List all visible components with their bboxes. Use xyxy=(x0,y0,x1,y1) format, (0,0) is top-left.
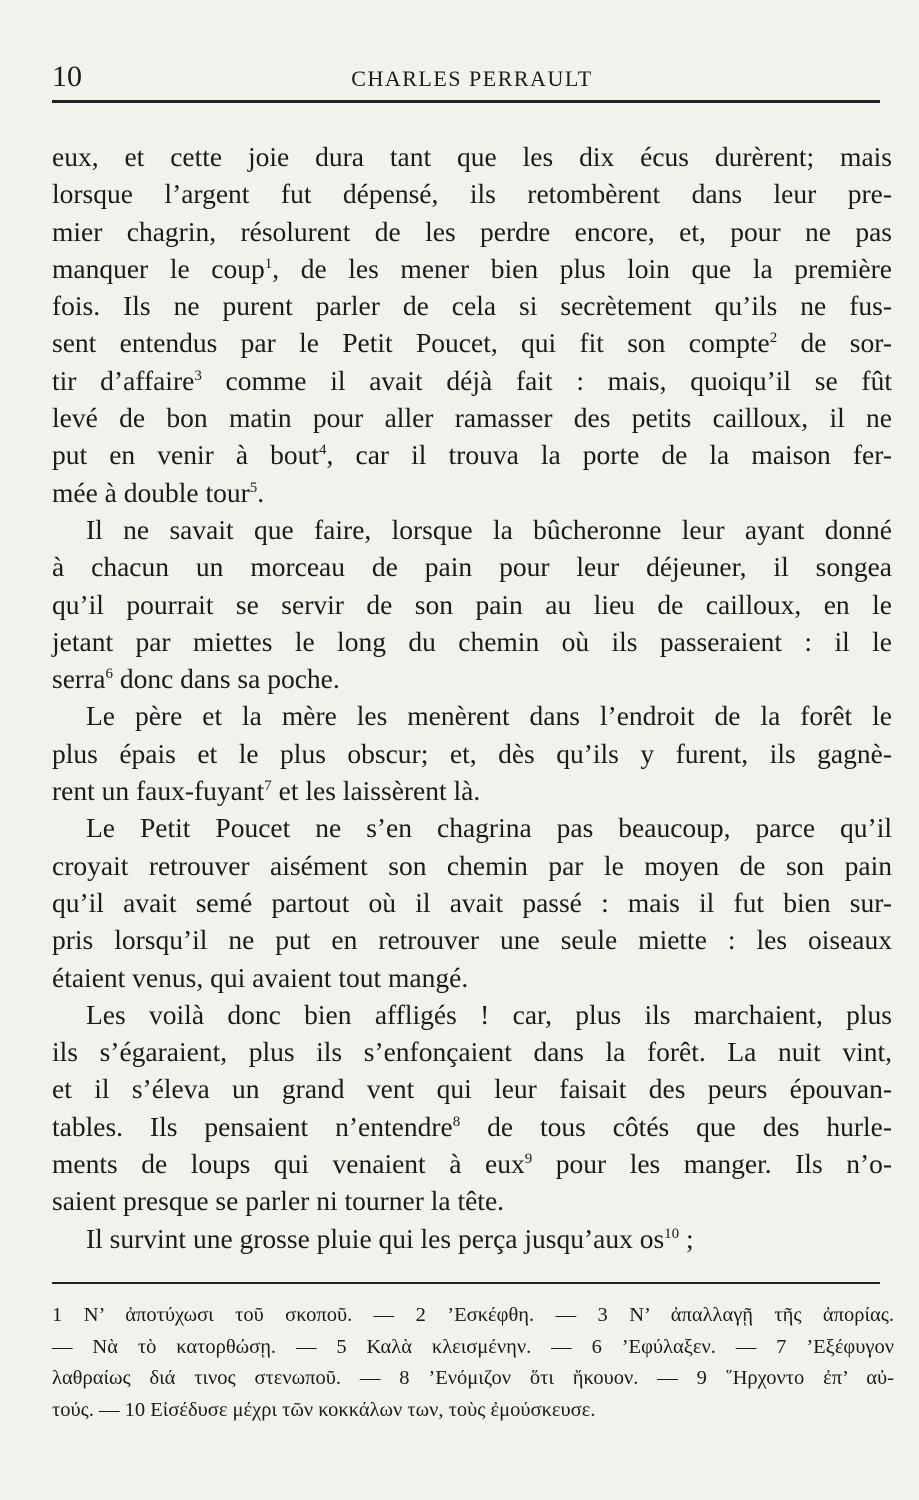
footnote-line: — Νὰ τὸ κατορθώσῃ. — 5 Καλὰ κλεισμένην. — 6 ’Εφύλαξεν. — 7 ’Εξέφυγον xyxy=(52,1335,894,1358)
text-line: levé de bon matin pour aller ramasser des petits cailloux, il ne xyxy=(52,402,892,434)
text-line: qu’il pourrait se servir de son pain au lieu de cailloux, en le xyxy=(52,588,892,620)
note-ref: 2 xyxy=(769,330,778,347)
text-line: ments de loups qui venaient à eux$^9$ pour les manger. Ils n’o- xyxy=(52,1148,893,1180)
text-line: Le Petit Poucet ne s’en chagrina pas beaucoup, parce qu’il xyxy=(86,812,892,844)
body-text xyxy=(52,138,892,1257)
footnote-line: λαθραίως διά τινος στενωποῦ. — 8 ’Ενόμιζον ὅτι ἤκουον. — 9 ῞Ηρχοντο ἐπ’ αὐ- xyxy=(52,1367,894,1389)
note-ref: 8 xyxy=(452,1113,461,1130)
header-rule xyxy=(52,100,880,103)
text-line: put en venir à bout$^4$, car il trouva la porte de la maison fer- xyxy=(52,439,893,471)
note-ref: 5 xyxy=(249,479,258,496)
text-line: plus épais et le plus obscur; et, dès qu’ils y furent, ils gagnè- xyxy=(52,737,892,769)
text-line: ils s’égaraient, plus ils s’enfonçaient dans la forêt. La nuit vint, xyxy=(52,1036,892,1068)
text-line: mée à double tour$^5$. xyxy=(52,476,265,508)
text-line: jetant par miettes le long du chemin où ils passeraient : il le xyxy=(52,625,892,657)
footnote-line: τούς. — 10 Εἰσέδυσε μέχρι τῶν κοκκάλων των, τοὺς ἐμούσκευσε. xyxy=(52,1398,596,1421)
text-line: saient presque se parler ni tourner la tête. xyxy=(52,1185,505,1217)
text-line: serra$^6$ donc dans sa poche. xyxy=(52,663,340,695)
footnote-rule xyxy=(52,1282,880,1284)
note-ref: 9 xyxy=(524,1151,533,1168)
note-ref: 6 xyxy=(105,666,113,683)
text-line: manquer le coup$^1$, de les mener bien plus loin que la première xyxy=(52,252,893,284)
text-line: étaient venus, qui avaient tout mangé. xyxy=(52,961,469,993)
text-line: pris lorsqu’il ne put en retrouver une seule miette : les oiseaux xyxy=(52,924,892,956)
text-line: croyait retrouver aisément son chemin par le moyen de son pain xyxy=(52,849,892,881)
text-line: à chacun un morceau de pain pour leur déjeuner, il songea xyxy=(52,551,892,583)
text-line: mier chagrin, résolurent de les perdre encore, et, pour ne pas xyxy=(52,215,892,247)
note-ref: 10 xyxy=(664,1225,680,1242)
text-line: Il survint une grosse pluie qui les perça jusqu’aux $os^{10}$ ; xyxy=(86,1222,694,1254)
text-line: tables. Ils pensaient n’entendre$^8$ de tous côtés que des hurle- xyxy=(52,1110,892,1142)
page-header xyxy=(52,58,880,96)
text-line: Le père et la mère les menèrent dans l’endroit de la forêt le xyxy=(86,700,892,732)
text-line: tir d’affaire$^3$ comme il avait déjà fait : mais, quoiqu’il se fût xyxy=(52,364,892,396)
text-line: rent un faux-fuyant$^7$ et les laissèrent là. xyxy=(52,775,481,807)
text-line: Il ne savait que faire, lorsque la bûcheronne leur ayant donné xyxy=(86,513,892,545)
note-ref: 4 xyxy=(319,442,327,459)
text-line: sent entendus par le Petit Poucet, qui fit son compte$^2$ de sor- xyxy=(52,327,892,359)
note-ref: 3 xyxy=(194,367,202,384)
footnote-line: 1 N’ ἀποτύχωσι τοῦ σκοποῦ. — 2 ’Εσκέφθη. — 3 N’ ἀπαλλαγῇ τῆς ἀπορίας. xyxy=(52,1304,894,1326)
text-line: Les voilà donc bien affligés ! car, plus ils marchaient, plus xyxy=(86,998,892,1030)
text-line: eux, et cette joie dura tant que les dix écus durèrent; mais xyxy=(52,141,892,172)
note-ref: 7 xyxy=(264,778,272,795)
text-line: fois. Ils ne purent parler de cela si secrètement qu’ils ne fus- xyxy=(52,290,892,322)
text-line: et il s’éleva un grand vent qui leur faisait des peurs épouvan- xyxy=(52,1073,892,1105)
text-line: qu’il avait semé partout où il avait passé : mais il fut bien sur- xyxy=(52,886,892,918)
text-line: lorsque l’argent fut dépensé, ils retombèrent dans leur pre- xyxy=(52,178,892,210)
footnotes xyxy=(52,1300,894,1426)
page-number: 10 xyxy=(52,60,82,93)
note-ref: 1 xyxy=(264,255,273,272)
running-head: CHARLES PERRAULT xyxy=(351,66,593,91)
